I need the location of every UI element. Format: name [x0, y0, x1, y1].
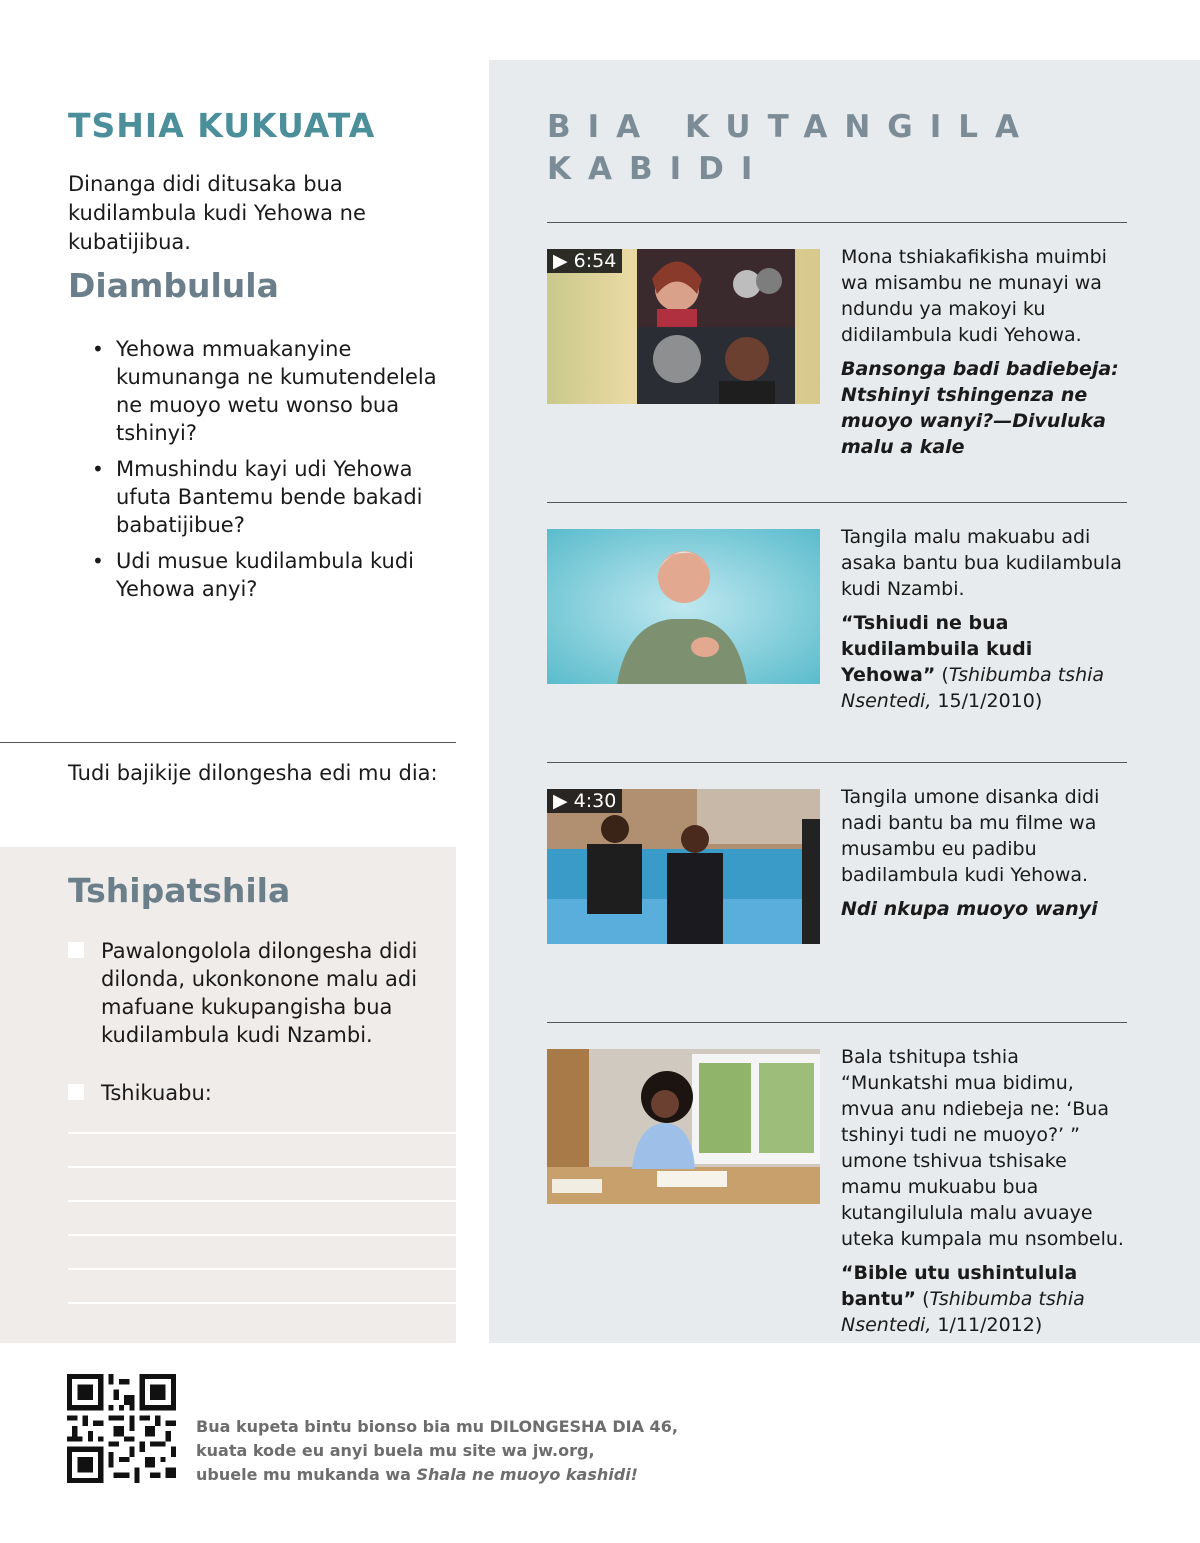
card-reference-publication: Tshibumba tshia Nsentedi,	[841, 664, 1105, 712]
card-reference-title: “Bible utu ushintulula bantu”	[841, 1262, 1078, 1310]
card-reference-publication: Tshibumba tshia Nsentedi,	[841, 1288, 1085, 1336]
footer-line: Bua kupeta bintu bionso bia mu DILONGESHA DIA 46,	[196, 1417, 678, 1436]
plan-heading: Tshipatshila	[68, 871, 291, 910]
older-man-photo	[547, 529, 820, 684]
article-thumbnail[interactable]	[547, 529, 820, 684]
writing-line[interactable]	[68, 1268, 456, 1270]
card-reference-title: “Tshiudi ne bua kudilambuila kudi Yehowa”	[841, 612, 1033, 686]
card-reference-date: 15/1/2010)	[931, 690, 1043, 712]
card-description: Tangila umone disanka didi nadi bantu ba mu filme wa musambu eu padibu badilambula kudi Yehowa.	[841, 786, 1100, 886]
card-description: Tangila malu makuabu adi asaka bantu bua kudilambula kudi Nzambi.	[841, 526, 1122, 600]
card-body	[841, 244, 1131, 468]
summary-text: Dinanga didi ditusaka bua kudilambula kudi Yehowa ne kubatijibua.	[68, 172, 366, 254]
explore-card-video	[547, 222, 1127, 482]
play-icon: ▶	[553, 790, 568, 812]
card-description: Mona tshiakafikisha muimbi wa misambu ne munayi wa ndundu ya makoyi ku didilambula kudi Yehowa.	[841, 246, 1107, 346]
plan-item-text: Pawalongolola dilongesha didi dilonda, ukonkonone malu adi mafuane kukupangisha bua kudilambula kudi Nzambi.	[101, 939, 418, 1047]
video-duration	[547, 789, 622, 813]
plan-item	[68, 937, 428, 1049]
writing-line[interactable]	[68, 1302, 456, 1304]
card-body	[841, 524, 1131, 722]
writing-line[interactable]	[68, 1200, 456, 1202]
video-thumbnail[interactable]	[547, 789, 820, 944]
article-thumbnail[interactable]	[547, 1049, 820, 1204]
card-reference-punct: (	[935, 664, 949, 686]
video-duration-text: 4:30	[573, 790, 617, 812]
card-reference-punct: (	[916, 1288, 930, 1310]
completed-date-label: Tudi bajikije dilongesha edi mu dia:	[68, 761, 438, 785]
footer-line: kuata kode eu anyi buela mu site wa jw.org,	[196, 1441, 595, 1460]
card-reference-title[interactable]: Ndi nkupa muoyo wanyi	[841, 898, 1098, 920]
qr-code[interactable]	[67, 1374, 176, 1483]
plan-checkbox[interactable]	[68, 942, 84, 958]
divider	[0, 742, 456, 743]
card-reference[interactable]	[841, 1260, 1131, 1338]
divider	[547, 502, 1127, 503]
review-question: • Udi musue kudilambula kudi Yehowa anyi?	[92, 547, 457, 603]
card-body	[841, 784, 1131, 930]
qr-code-icon	[67, 1374, 176, 1483]
review-list	[92, 335, 457, 611]
writing-line[interactable]	[68, 1166, 456, 1168]
review-heading: Diambulula	[68, 266, 279, 305]
card-reference[interactable]	[841, 610, 1131, 714]
video-duration	[547, 249, 622, 273]
card-reference-date: 1/11/2012)	[931, 1314, 1043, 1336]
explore-card-video	[547, 762, 1127, 1022]
card-description: Bala tshitupa tshia “Munkatshi mua bidimu, mvua anu ndiebeja ne: ‘Bua tshinyi tudi ne muoyo?’ ” umone tshivua tshisake mamu mukuabu bua kutangilulula malu avuaye uteka kumpala mu nsombelu.	[841, 1046, 1124, 1250]
divider	[547, 222, 1127, 223]
woman-reading-photo	[547, 1049, 820, 1204]
card-reference-title[interactable]: Bansonga badi badiebeja: Ntshinyi tshingenza ne muoyo wanyi?—Divuluka malu a kale	[841, 358, 1119, 458]
footer-text	[196, 1415, 678, 1487]
footer-book-title[interactable]: Shala ne muoyo kashidi!	[416, 1465, 638, 1484]
plan-item	[68, 1079, 428, 1107]
footer-line-prefix: ubuele mu mukanda wa	[196, 1465, 417, 1484]
play-icon: ▶	[553, 250, 568, 272]
summary-heading: TSHIA KUKUATA	[68, 106, 376, 145]
video-thumbnail[interactable]	[547, 249, 820, 404]
footer-line	[196, 1463, 678, 1487]
writing-line[interactable]	[68, 1234, 456, 1236]
plan-checkbox[interactable]	[68, 1084, 84, 1100]
explore-heading: BIA KUTANGILA KABIDI	[547, 109, 1036, 187]
plan-item-text: Tshikuabu:	[101, 1081, 212, 1105]
explore-card-article	[547, 502, 1127, 762]
divider	[547, 762, 1127, 763]
video-duration-text: 6:54	[573, 250, 617, 272]
review-question: • Mmushindu kayi udi Yehowa ufuta Bantemu bende bakadi babatijibue?	[92, 455, 457, 539]
card-body	[841, 1044, 1131, 1346]
review-question: • Yehowa mmuakanyine kumunanga ne kumutendelela ne muoyo wetu wonso bua tshinyi?	[92, 335, 457, 447]
explore-card-article	[547, 1022, 1127, 1336]
divider	[547, 1022, 1127, 1023]
writing-line[interactable]	[68, 1132, 456, 1134]
